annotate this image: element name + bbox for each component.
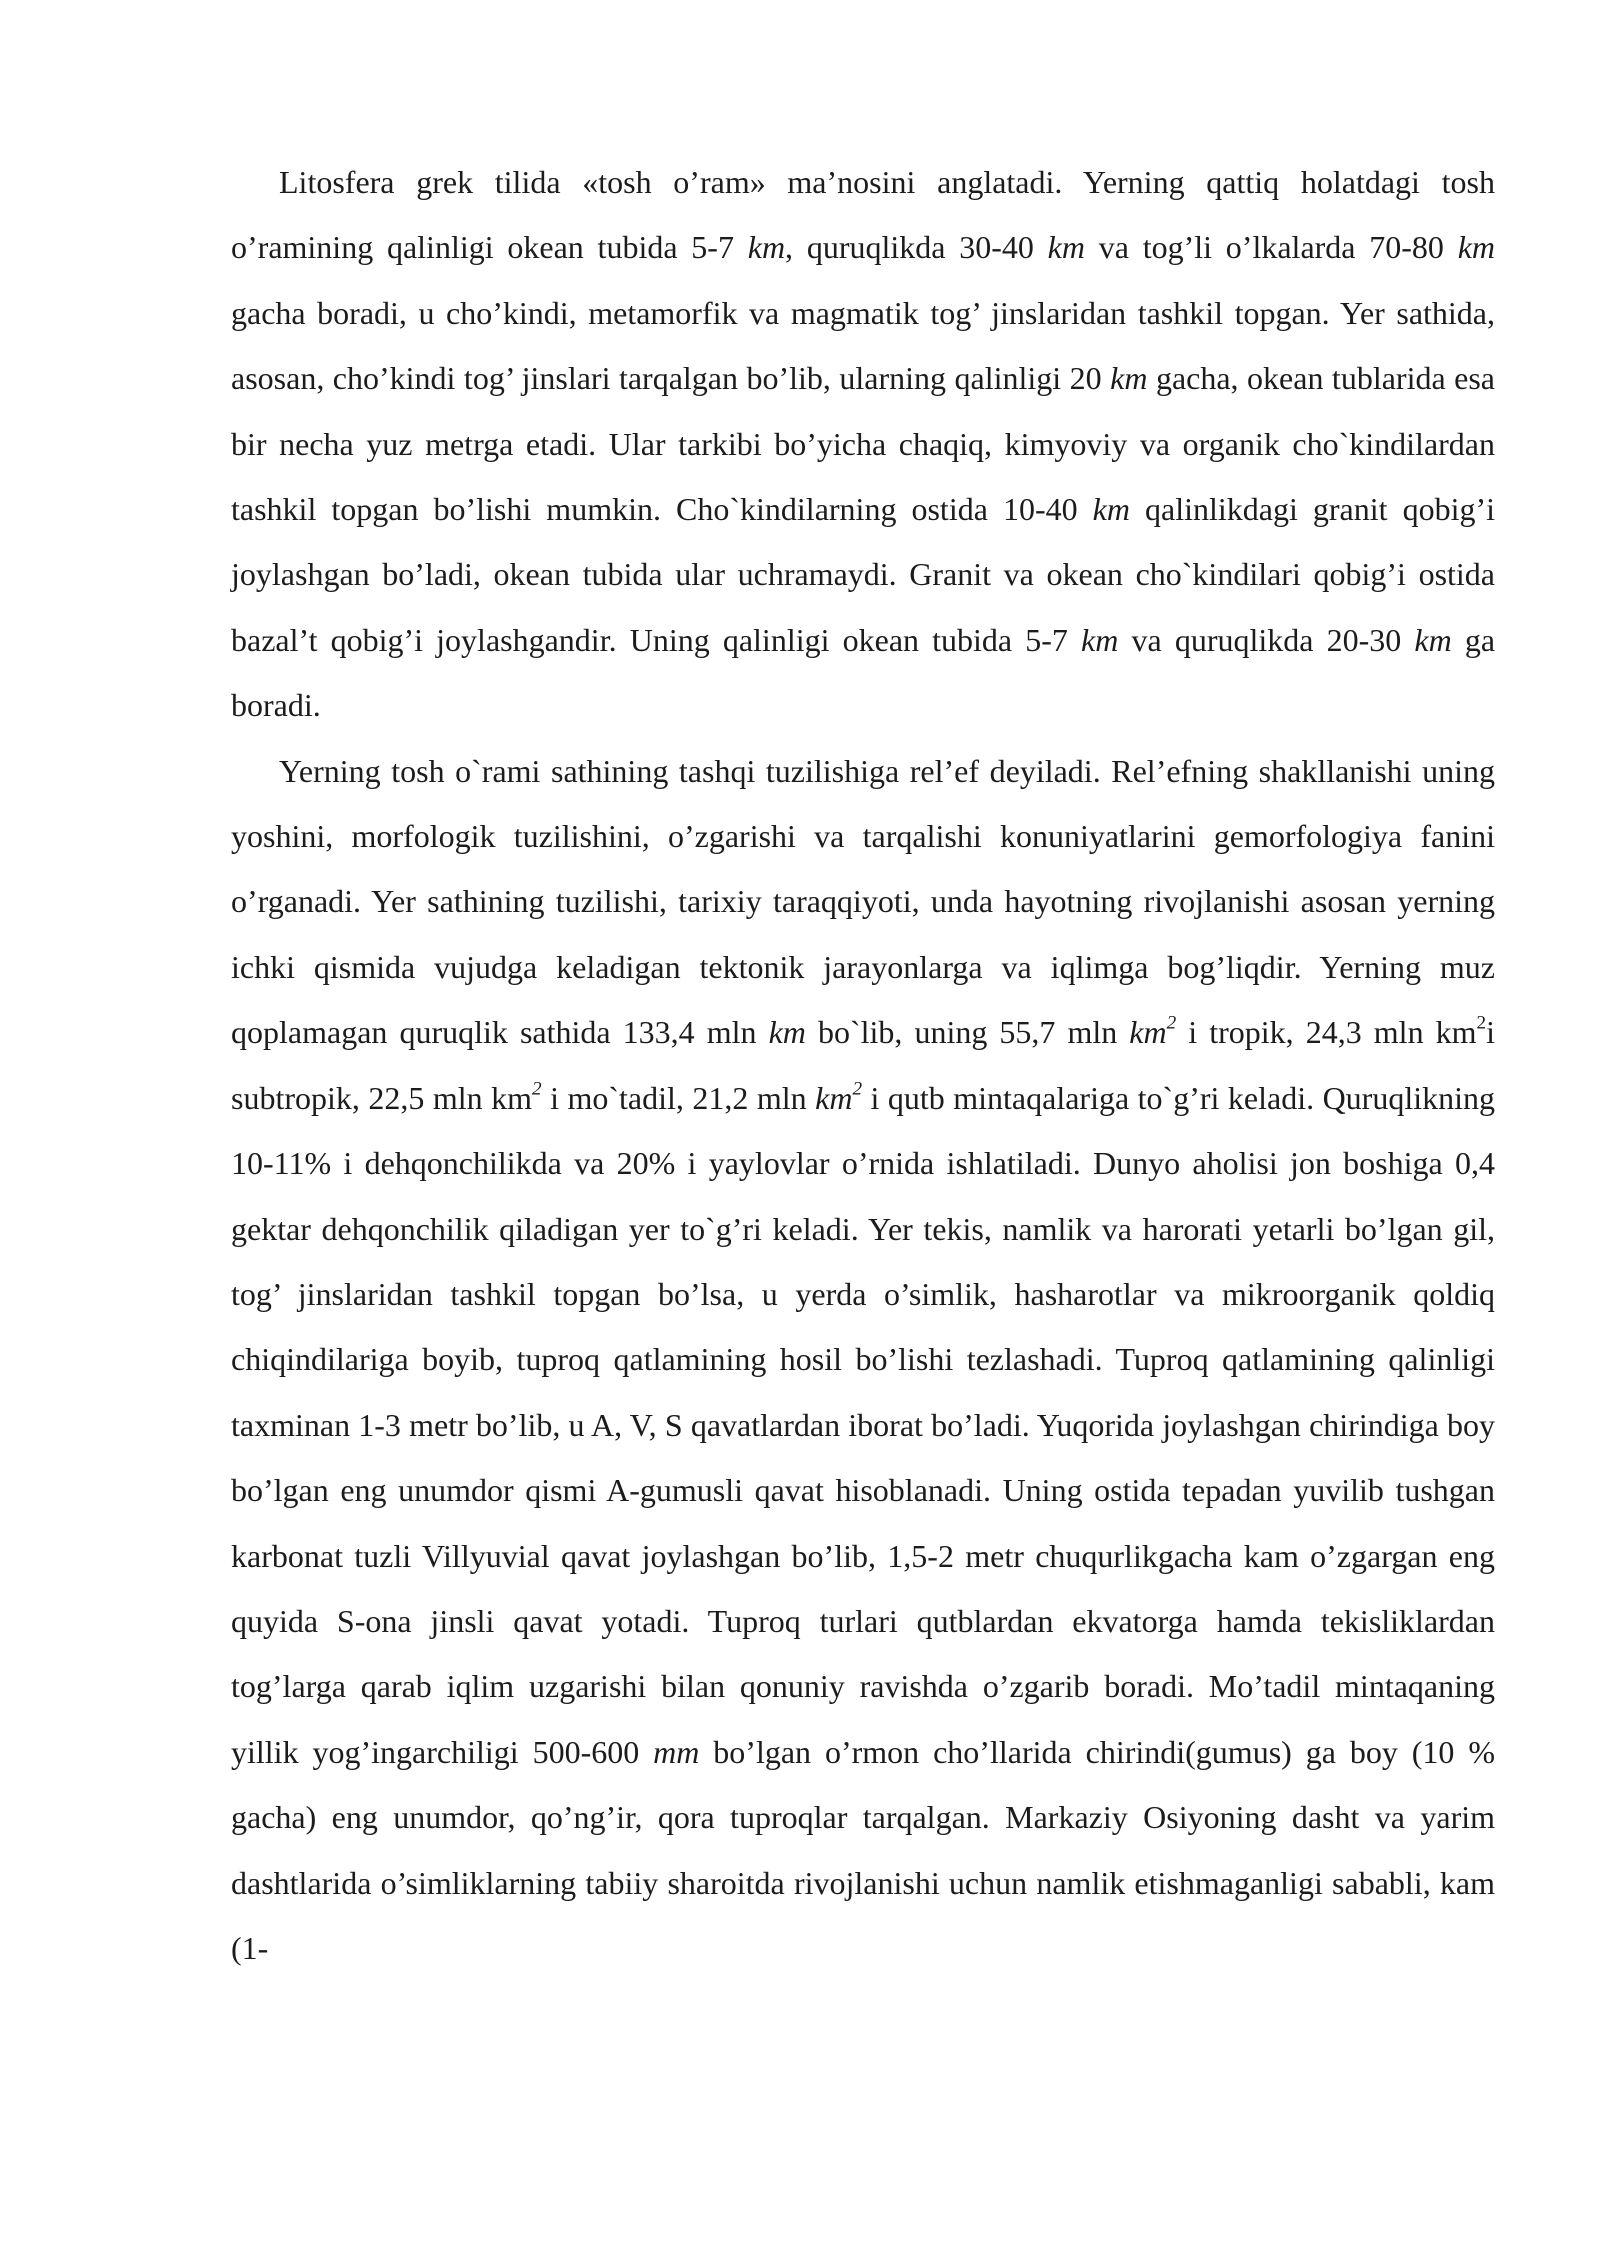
italic-unit-text: km bbox=[768, 1014, 806, 1051]
italic-unit-text: mm bbox=[653, 1733, 700, 1770]
text-run: qalinlikdagi granit qobig’i joylashgan bo’ladi, okean tubida ular uchramaydi. Granit va okean cho`kindilari qobig’i ostida bazal’t qobig’i joylashgandir. Uning qalinligi okean tubida 5-7 bbox=[231, 491, 1496, 658]
italic-unit-text: km bbox=[815, 1079, 853, 1116]
italic-unit-text: km bbox=[1092, 491, 1130, 528]
superscript-text: 2 bbox=[532, 1078, 542, 1100]
italic-unit-text: km bbox=[1457, 229, 1496, 266]
superscript-text: 2 bbox=[1166, 1012, 1177, 1034]
text-run: va quruqlikda 20-30 bbox=[1118, 621, 1415, 658]
text-run: i mo`tadil, 21,2 mln bbox=[541, 1079, 816, 1116]
text-run: va tog’li o’lkalarda 70-80 bbox=[1084, 229, 1458, 266]
text-run: , quruqlikda 30-40 bbox=[785, 229, 1048, 266]
italic-unit-text: km bbox=[1110, 360, 1148, 397]
italic-unit-text: km bbox=[1129, 1014, 1167, 1051]
text-run: bo’lgan o’rmon cho’llarida chirindi(gumus) ga boy (10 % gacha) eng unumdor, qo’ng’ir, qora tuproqlar tarqalgan. Markaziy Osiyoning dasht va yarim dashtlarida o’simliklarning tabiiy sharoitda rivojlanishi uchun namlik etishmaganligi sababli, kam (1- bbox=[231, 1733, 1495, 1966]
italic-unit-text: km bbox=[1047, 229, 1085, 266]
italic-unit-text: km bbox=[1414, 621, 1452, 658]
text-run: bo`lib, uning 55,7 mln bbox=[805, 1014, 1130, 1051]
text-run: i qutb mintaqalariga to`g’ri keladi. Quruqlikning 10-11% i dehqonchilikda va 20% i yaylovlar o’rnida ishlatiladi. Dunyo aholisi jon boshiga 0,4 gektar dehqonchilik qiladigan yer to`g’ri keladi. Yer tekis, namlik va harorati yetarli bo’lgan gil, tog’ jinslaridan tashkil topgan bo’lsa, u yerda o’simlik, hasharotlar va mikroorganik qoldiq chiqindilariga boyib, tuproq qatlamining hosil bo’lishi tezlashadi. Tuproq qatlamining qalinligi taxminan 1-3 metr bo’lib, u A, V, S qavatlardan iborat bo’ladi. Yuqorida joylashgan chirindiga boy bo’lgan eng unumdor qismi A-gumusli qavat hisoblanadi. Uning ostida tepadan yuvilib tushgan karbonat tuzli Villyuvial qavat joylashgan bo’lib, 1,5-2 metr chuqurlikgacha kam o’zgargan eng quyida S-ona jinsli qavat yotadi. Tuproq turlari qutblardan ekvatorga hamda tekisliklardan tog’larga qarab iqlim uzgarishi bilan qonuniy ravishda o’zgarib boradi. Mo’tadil mintaqaning yillik yog’ingarchiligi 500-600 bbox=[231, 1079, 1496, 1770]
text-run: Yerning tosh o`rami sathining tashqi tuzilishiga rel’ef deyiladi. Rel’efning shakllanishi uning yoshini, morfologik tuzilishini, o’zgarishi va tarqalishi konuniyatlarini gemorfologiya fanini o’rganadi. Yer sathining tuzilishi, tarixiy taraqqiyoti, unda hayotning rivojlanishi asosan yerning ichki qismida vujudga keladigan tektonik jarayonlarga va iqlimga bog’liqdir. Yerning muz qoplamagan quruqlik sathida 133,4 mln bbox=[231, 752, 1495, 1051]
italic-unit-text: km bbox=[747, 229, 786, 266]
text-run: ga boradi. bbox=[231, 621, 1496, 724]
text-run: gacha, okean tublarida esa bir necha yuz metrga etadi. Ular tarkibi bo’yicha chaqiq, kimyoviy va organik cho`kindilardan tashkil topgan bo’lishi mumkin. Cho`kindilarning ostida 10-40 bbox=[231, 360, 1495, 528]
text-run: Litosfera grek tilida «tosh o’ram» ma’nosini anglatadi. Yerning qattiq holatdagi tosh o’ramining qalinligi okean tubida 5-7 bbox=[231, 164, 1495, 266]
paragraph-lithosphere bbox=[231, 150, 1495, 739]
document-body bbox=[231, 150, 1495, 1981]
text-run: gacha boradi, u cho’kindi, metamorfik va magmatik tog’ jinslaridan tashkil topgan. Yer sathida, asosan, cho’kindi tog’ jinslari tarqalgan bo’lib, ularning qalinligi 20 bbox=[231, 294, 1495, 397]
italic-unit-text: km bbox=[1081, 621, 1119, 658]
superscript-text: 2 bbox=[1476, 1012, 1487, 1034]
text-run: i subtropik, 22,5 mln km bbox=[231, 1014, 1495, 1116]
superscript-text: 2 bbox=[852, 1078, 863, 1100]
paragraph-relief bbox=[231, 739, 1495, 1982]
text-run: i tropik, 24,3 mln km bbox=[1176, 1014, 1477, 1051]
